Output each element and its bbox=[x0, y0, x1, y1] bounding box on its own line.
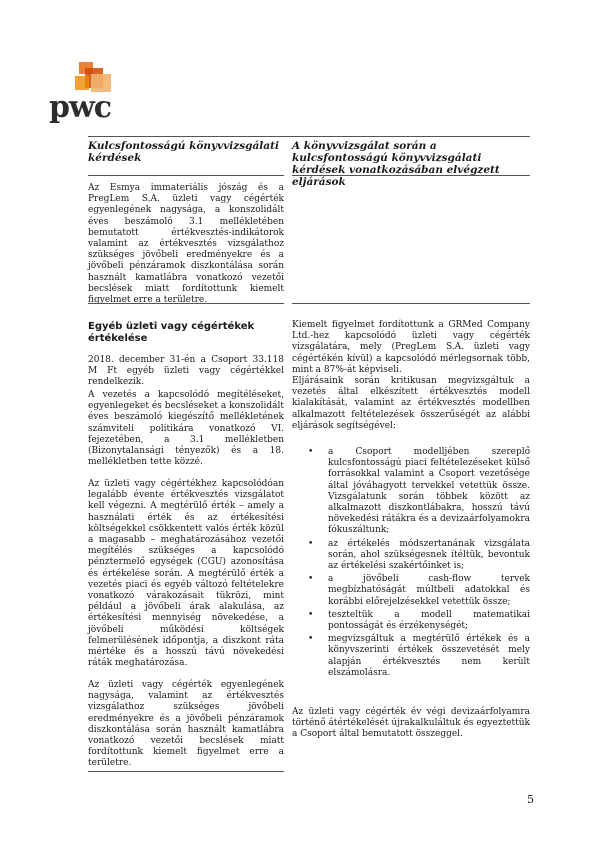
grmed-focus-text: Kiemelt figyelmet fordítottunk a GRMed Company Ltd.-hez kapcsolódó üzleti vagy cégérték vizsgálatára, mely (PregLem S.A. üzleti vagy cégértékén kívül) a kapcsolódó mérlegsornak több, mint a 87%-át képviseli. bbox=[292, 320, 530, 375]
key-matter-reason-text: Az üzleti vagy cégérték egyenlegének nagysága, valamint az értékvesztés vizsgálathoz szükséges jövőbeli eredményekre és a jövőbeli pénzáramok diszkontálása során használt kamatlábra vonatkozó vezetői becslések miatt fordítottunk kiemelt figyelmet erre a területre. bbox=[88, 680, 284, 769]
logo-wordmark: pwc bbox=[49, 90, 112, 125]
bullet-icon: • bbox=[308, 609, 314, 620]
procedures-intro-text: Eljárásaink során kritikusan megvizsgáltuk a vezetés által elkészített értékvesztés modell kialakítását, valamint az értékvesztés modellben alkalmazott feltételezések összerűségét az alábbi eljárások segítségével: bbox=[292, 376, 530, 431]
list-item: • az értékelés módszertanának vizsgálata során, ahol szükségesnek ítéltük, bevontuk az értékelési szakértőinket is; bbox=[308, 538, 530, 572]
list-item: • teszteltük a modell matematikai pontosságát és érzékenységét; bbox=[308, 609, 530, 632]
bullet-icon: • bbox=[308, 634, 314, 645]
list-item: • megvizsgáltuk a megtérülő értékek és a könyvszerinti értékek összevetését mely alapján értékvesztés nem került elszámolásra. bbox=[308, 634, 530, 678]
bullet-icon: • bbox=[308, 538, 314, 549]
table-bottom-rule-left bbox=[88, 771, 284, 772]
section-heading: Egyéb üzleti vagy cégértékek értékelése bbox=[88, 321, 255, 344]
section-divider-left bbox=[88, 303, 284, 304]
section-divider-right bbox=[292, 303, 530, 304]
goodwill-balance-text: 2018. december 31-én a Csoport 33.118 M Ft egyéb üzleti vagy cégértékkel rendelkezik. bbox=[88, 355, 284, 388]
esmya-key-matter-text: Az Esmya immateriális jószág és a PregLem S.A. üzleti vagy cégérték egyenlegének nagysága, a konszolidált éves beszámoló 3.1 mellékletében bemutatott értékvesztés-indikátorok valamint az értékvesztés vizsgálathoz szükséges jövőbeli eredményekre és a jövőbeli pénzáramok diszkontálása során használt kamatlábra vonatkozó vezetői becslések miatt fordítottunk kiemelt figyelmet erre a területre. bbox=[88, 183, 284, 306]
page-number: 5 bbox=[527, 793, 534, 806]
header-bottom-rule-right bbox=[292, 175, 530, 176]
pwc-logo bbox=[47, 62, 137, 126]
header-bottom-rule-left bbox=[88, 175, 284, 176]
table-top-rule bbox=[88, 136, 530, 137]
bullet-icon: • bbox=[308, 574, 314, 585]
bullet-icon: • bbox=[308, 447, 314, 457]
logo-mark-square bbox=[75, 76, 89, 90]
fx-recalculation-text: Az üzleti vagy cégérték év végi devizaárfolyamra történő átértékelését újrakalkuláltuk és egyeztettük a Csoport által bemutatott összeggel. bbox=[292, 707, 530, 740]
management-disclosure-text: A vezetés a kapcsolódó megítéléseket, egyenlegeket és becsléseket a konszolidált éves beszámoló kiegészítő mellékletének számviteli politikára vonatkozó VI. fejezetében, a 3.1 mellékletben (Bizonytalansági tényezők) és a 18. mellékletben tette közzé. bbox=[88, 390, 284, 468]
column-header-key-matters: Kulcsfontosságú könyvvizsgálati kérdések bbox=[88, 140, 279, 164]
list-item: • a jövőbeli cash-flow tervek megbízhatóságát múltbeli adatokkal és korábbi előrejelzésekkel vetettük össze; bbox=[308, 574, 530, 607]
procedures-list bbox=[292, 447, 530, 681]
column-header-procedures: A könyvvizsgálat során a kulcsfontosságú könyvvizsgálati kérdések vonatkozásában elvégzett eljárások bbox=[292, 140, 500, 188]
list-item: • a Csoport modelljében szereplő kulcsfontosságú piaci feltételezéseket külső forrásokkal valamint a Csoport vezetősége által jóváhagyott tervekkel vetettük össze. Vizsgálatunk során többek között az alkalmazott diszkontlábakra, hosszú távú növekedési rátákra és a devizaárfolyamokra fókuszáltunk; bbox=[308, 447, 530, 536]
impairment-test-text: Az üzleti vagy cégértékhez kapcsolódóan legalább évente értékvesztés vizsgálatot kell végezni. A megtérülő érték – amely a használati érték és az értékesítési költségekkel csökkentett valós érték közül a magasabb – meghatározásához vezetői megítélés szükséges a kapcsolódó pénztermelő egységek (CGU) azonosítása és értékelése során. A megtérülő érték a vezetés piaci és egyéb változó feltételekre vonatkozó várakozásait tükrözi, mint például a jövőbeli árak alakulása, az értékesítési mennyiség növekedése, a jövőbeli működési költségek felmerülésének időpontja, a diszkont ráta mértéke és a hosszú távú növekedési ráták meghatározása. bbox=[88, 479, 284, 669]
